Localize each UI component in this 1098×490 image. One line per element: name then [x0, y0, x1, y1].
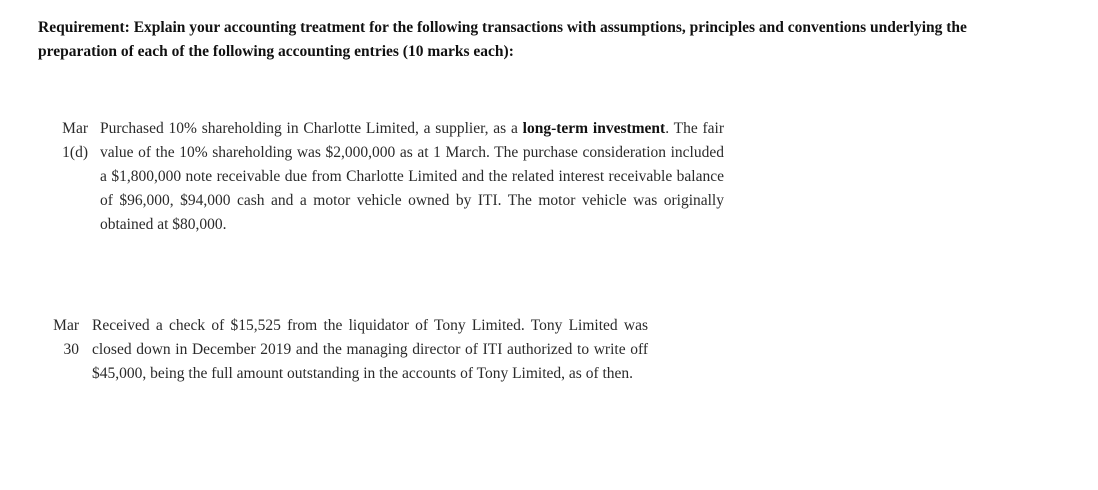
entry-text-after: . The fair value of the 10% shareholding was $2,000,000 as at 1 March. The purchase consideration included a $1,800,000 note receivable due from Charlotte Limited and the related interest receivable balance of $96,000, $94,000 cash and a motor vehicle owned by ITI. The motor vehicle was originally obtained at $80,000. [100, 120, 725, 233]
entry-date-day: 30 [63, 341, 79, 358]
entry-date-month: Mar [62, 120, 88, 137]
entry-text-before: Purchased 10% shareholding in Charlotte Limited, a supplier, as a [100, 120, 523, 137]
entry-bold-term: long-term investment [522, 120, 666, 137]
entry-description: Received a check of $15,525 from the liquidator of Tony Limited. Tony Limited was closed down in December 2019 and the managing director of ITI authorized to write off $45,000, being the full amount outstanding in the accounts of Tony Limited, as of then. [92, 317, 648, 382]
entry-date [50, 117, 88, 165]
requirement-label: Requirement: [38, 19, 130, 36]
transaction-entry-1 [50, 117, 730, 247]
entry-date-day: 1(d) [62, 144, 88, 161]
transaction-entry-2 [42, 314, 662, 424]
entry-date-month: Mar [53, 317, 79, 334]
requirement-text: Explain your accounting treatment for the following transactions with assumptions, principles and conventions underlying the preparation of each of the following accounting entries (10 marks each): [38, 19, 967, 60]
entry-description [100, 117, 724, 237]
entry-date [42, 314, 79, 362]
requirement-heading [38, 16, 1038, 64]
